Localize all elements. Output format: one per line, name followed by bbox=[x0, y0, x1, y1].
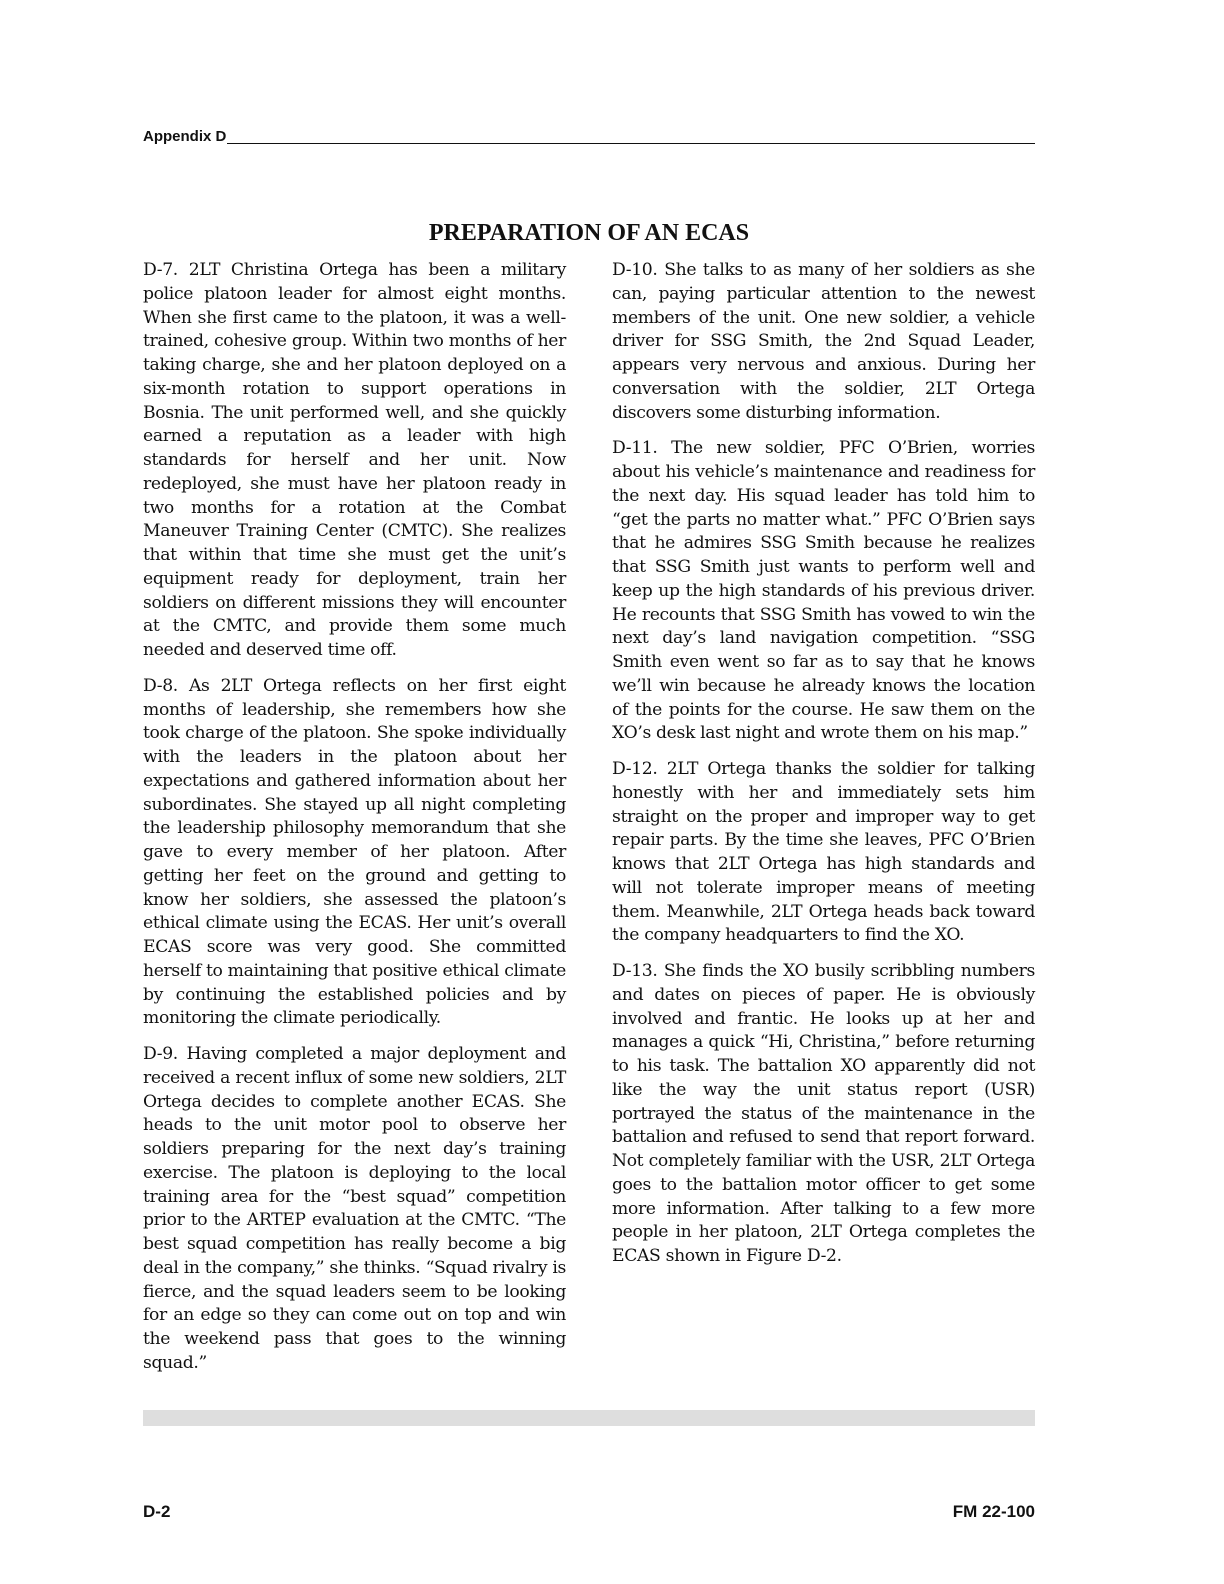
paragraph-d-9: D-9. Having completed a major deployment and received a recent influx of some new soldiers, 2LT Ortega decides to complete another ECAS. She heads to the unit motor pool to observe her soldiers preparing for the next day’s training exercise. The platoon is deploying to the local training area for the “best squad” competition prior to the ARTEP evaluation at the CMTC. “The best squad competition has really become a big deal in the company,” she thinks. “Squad rivalry is fierce, and the squad leaders seem to be looking for an edge so they can come out on top and win the weekend pass that goes to the winning squad.” bbox=[143, 1044, 566, 1373]
header-appendix-label: Appendix D bbox=[143, 128, 227, 145]
paragraph-d-7: D-7. 2LT Christina Ortega has been a military police platoon leader for almost eight months. When she first came to the platoon, it was a well-trained, cohesive group. Within two months of her taking charge, she and her platoon deployed on a six-month rotation to support operations in Bosnia. The unit performed well, and she quickly earned a reputation as a leader with high standards for herself and her unit. Now redeployed, she must have her platoon ready in two months for a rotation at the Combat Maneuver Training Center (CMTC). She realizes that within that time she must get the unit’s equipment ready for deployment, train her soldiers on different missions they will encounter at the CMTC, and provide them some much needed and deserved time off. bbox=[143, 260, 566, 660]
manual-number: FM 22-100 bbox=[952, 1502, 1035, 1521]
paragraph-d-12: D-12. 2LT Ortega thanks the soldier for talking honestly with her and immediately sets him straight on the proper and improper way to get repair parts. By the time she leaves, PFC O’Brien knows that 2LT Ortega has high standards and will not tolerate improper means of meeting them. Meanwhile, 2LT Ortega heads back toward the company headquarters to find the XO. bbox=[612, 759, 1035, 946]
paragraph-d-11: D-11. The new soldier, PFC O’Brien, worries about his vehicle’s maintenance and readiness for the next day. His squad leader has told him to “get the parts no matter what.” PFC O’Brien says that he admires SSG Smith because he realizes that SSG Smith just wants to perform well and keep up the high standards of his previous driver. He recounts that SSG Smith has vowed to win the next day’s land navigation competition. “SSG Smith even went so far as to say that he knows we’ll win because he already knows the location of the points for the course. He saw them on the XO’s desk last night and wrote them on his map.” bbox=[612, 438, 1035, 744]
paragraph-d-10: D-10. She talks to as many of her soldiers as she can, paying particular attention to the newest members of the unit. One new soldier, a vehicle driver for SSG Smith, the 2nd Squad Leader, appears very nervous and anxious. During her conversation with the soldier, 2LT Ortega discovers some disturbing information. bbox=[612, 260, 1035, 423]
header-rule bbox=[227, 143, 1035, 144]
running-header bbox=[143, 124, 1035, 146]
page-number: D-2 bbox=[143, 1502, 171, 1521]
paragraph-d-13: D-13. She finds the XO busily scribbling numbers and dates on pieces of paper. He is obviously involved and frantic. He looks up at her and manages a quick “Hi, Christina,” before returning to his task. The battalion XO apparently did not like the way the unit status report (USR) portrayed the status of the maintenance in the battalion and refused to send that report forward. Not completely familiar with the USR, 2LT Ortega goes to the battalion motor officer to get some more information. After talking to a few more people in her platoon, 2LT Ortega completes the ECAS shown in Figure D-2. bbox=[612, 961, 1035, 1266]
section-end-bar bbox=[143, 1410, 1035, 1426]
paragraph-d-8: D-8. As 2LT Ortega reflects on her first eight months of leadership, she remembers how she took charge of the platoon. She spoke individually with the leaders in the platoon about her expectations and gathered information about her subordinates. She stayed up all night completing the leadership philosophy memorandum that she gave to every member of her platoon. After getting her feet on the ground and getting to know her soldiers, she assessed the platoon’s ethical climate using the ECAS. Her unit’s overall ECAS score was very good. She committed herself to maintaining that positive ethical climate by continuing the established policies and by monitoring the climate periodically. bbox=[143, 675, 566, 1029]
section-title: PREPARATION OF AN ECAS bbox=[428, 220, 750, 246]
left-column bbox=[143, 259, 566, 1388]
right-column bbox=[612, 259, 1035, 1281]
